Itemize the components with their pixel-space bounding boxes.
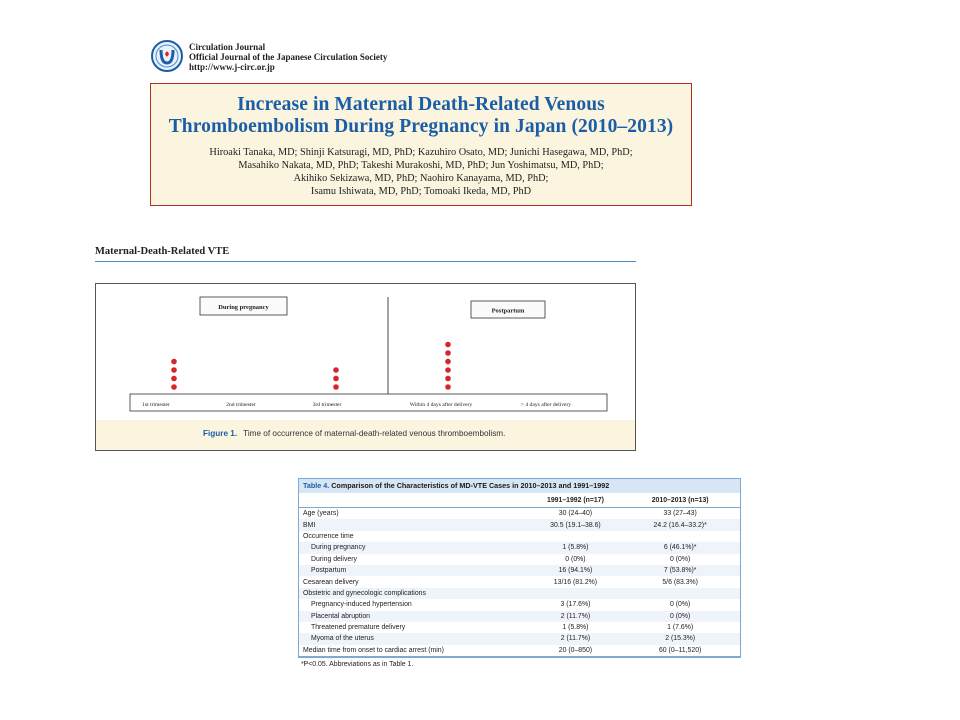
row-label: Postpartum xyxy=(299,565,531,576)
row-label: Threatened premature delivery xyxy=(311,624,406,632)
case-dot xyxy=(171,376,177,382)
table-row xyxy=(299,565,740,576)
group-label-pregnancy: During pregnancy xyxy=(218,304,269,311)
cell-1991-1992: 13/16 (81.2%) xyxy=(553,578,598,586)
table-footnote: *P<0.05. Abbreviations as in Table 1. xyxy=(301,661,414,669)
column-header xyxy=(299,493,531,508)
cell-2010-2013: 5/6 (83.3%) xyxy=(662,578,698,586)
cell-1991-1992 xyxy=(531,588,621,599)
cell-1991-1992: 16 (94.1%) xyxy=(531,565,621,576)
row-label: BMI xyxy=(299,519,531,530)
cell-1991-1992: 1 (5.8%) xyxy=(562,624,589,632)
table-row xyxy=(299,508,740,520)
paper-title-line-2: Thromboembolism During Pregnancy in Japan (2010–2013) xyxy=(168,116,674,137)
cell-2010-2013: 0 (0%) xyxy=(620,611,740,622)
paper-title-box xyxy=(150,83,692,206)
figure-1 xyxy=(95,283,636,451)
case-dot xyxy=(445,350,451,356)
case-dot xyxy=(171,367,177,373)
author-line: Akihiko Sekizawa, MD, PhD; Naohiro Kanayama, MD, PhD; xyxy=(293,173,549,184)
cell-2010-2013: 0 (0%) xyxy=(670,601,691,609)
row-label: Occurrence time xyxy=(303,532,354,540)
table-row xyxy=(299,645,740,657)
cell-2010-2013 xyxy=(620,531,740,542)
table-row xyxy=(299,588,740,599)
case-dot xyxy=(445,342,451,348)
journal-logo-icon xyxy=(151,40,183,72)
section-heading: Maternal-Death-Related VTE xyxy=(95,246,636,262)
paper-title-line-1: Increase in Maternal Death-Related Venous xyxy=(237,94,605,115)
row-label: Placental abruption xyxy=(299,611,531,622)
period-label: 2nd trimester xyxy=(226,402,256,408)
row-label: Obstetric and gynecologic complications xyxy=(299,588,531,599)
cell-2010-2013: 6 (46.1%)* xyxy=(620,542,740,553)
column-header: 1991–1992 (n=17) xyxy=(531,493,621,508)
row-label: Median time from onset to cardiac arrest (min) xyxy=(299,645,531,657)
table-row xyxy=(299,554,740,565)
cell-2010-2013: 2 (15.3%) xyxy=(620,633,740,644)
row-label: During delivery xyxy=(311,555,357,563)
author-line: Isamu Ishiwata, MD, PhD; Tomoaki Ikeda, MD, PhD xyxy=(310,186,532,197)
case-dot xyxy=(445,367,451,373)
case-dot xyxy=(171,359,177,365)
case-dot xyxy=(445,376,451,382)
row-label: During pregnancy xyxy=(299,542,531,553)
journal-url: http://www.j-circ.or.jp xyxy=(189,62,275,72)
figure-caption-label: Figure 1. xyxy=(203,429,238,438)
cell-1991-1992: 30 (24–40) xyxy=(558,510,593,518)
journal-subtitle: Official Journal of the Japanese Circulation Society xyxy=(189,52,388,62)
paper-title xyxy=(151,94,691,138)
figure-caption-text: Time of occurrence of maternal-death-related venous thromboembolism. xyxy=(243,429,506,438)
cell-1991-1992: 30.5 (19.1–38.6) xyxy=(531,519,621,530)
author-line: Hiroaki Tanaka, MD; Shinji Katsuragi, MD, PhD; Kazuhiro Osato, MD; Junichi Hasegawa, MD, PhD; xyxy=(209,147,633,158)
period-label: 3rd trimester xyxy=(312,402,342,408)
case-dot xyxy=(333,376,339,382)
group-label-postpartum: Postpartum xyxy=(491,307,525,315)
cell-1991-1992: 0 (0%) xyxy=(565,555,586,563)
case-dot xyxy=(445,359,451,365)
table-title-text: Comparison of the Characteristics of MD-VTE Cases in 2010–2013 and 1991–1992 xyxy=(331,481,610,490)
case-dot xyxy=(445,384,451,390)
table-frame xyxy=(298,478,741,658)
table-row xyxy=(299,622,740,633)
cell-1991-1992 xyxy=(531,531,621,542)
author-line: Masahiko Nakata, MD, PhD; Takeshi Murakoshi, MD, PhD; Jun Yoshimatsu, MD, PhD; xyxy=(238,160,604,171)
journal-info xyxy=(189,42,387,72)
cell-2010-2013: 1 (7.6%) xyxy=(667,624,694,632)
table-header-row xyxy=(299,493,740,508)
data-table xyxy=(299,493,740,657)
figure-timeline xyxy=(96,284,635,424)
case-dot xyxy=(171,384,177,390)
period-label: 1st trimester xyxy=(142,402,170,408)
cell-1991-1992: 20 (0–850) xyxy=(531,645,621,657)
journal-name: Circulation Journal xyxy=(189,42,266,52)
cell-2010-2013: 0 (0%) xyxy=(670,555,691,563)
table-number: Table 4. xyxy=(303,481,330,490)
cell-2010-2013: 33 (27–43) xyxy=(663,510,697,518)
cell-1991-1992: 3 (17.6%) xyxy=(560,601,591,609)
table-row xyxy=(299,519,740,530)
row-label: Cesarean delivery xyxy=(303,578,359,586)
cell-2010-2013 xyxy=(620,588,740,599)
paper-authors xyxy=(151,146,691,198)
table-row xyxy=(299,633,740,644)
table-row xyxy=(299,531,740,542)
table-4 xyxy=(298,478,741,668)
figure-caption xyxy=(203,429,505,438)
cell-1991-1992: 1 (5.8%) xyxy=(531,542,621,553)
case-dot xyxy=(333,367,339,373)
cell-1991-1992: 2 (11.7%) xyxy=(531,633,621,644)
column-header: 2010–2013 (n=13) xyxy=(620,493,740,508)
row-label: Pregnancy-induced hypertension xyxy=(311,601,412,609)
table-row xyxy=(299,542,740,553)
table-row xyxy=(299,611,740,622)
row-label: Myoma of the uterus xyxy=(299,633,531,644)
table-row xyxy=(299,599,740,610)
table-title xyxy=(299,479,740,493)
row-label: Age (years) xyxy=(303,510,339,518)
period-label: > 4 days after delivery xyxy=(520,402,572,408)
cell-2010-2013: 24.2 (16.4–33.2)* xyxy=(620,519,740,530)
table-row xyxy=(299,576,740,587)
case-dot xyxy=(333,384,339,390)
cell-2010-2013: 60 (0–11,520) xyxy=(620,645,740,657)
period-label: Within 4 days after delivery xyxy=(409,402,473,408)
cell-2010-2013: 7 (53.8%)* xyxy=(620,565,740,576)
cell-1991-1992: 2 (11.7%) xyxy=(531,611,621,622)
